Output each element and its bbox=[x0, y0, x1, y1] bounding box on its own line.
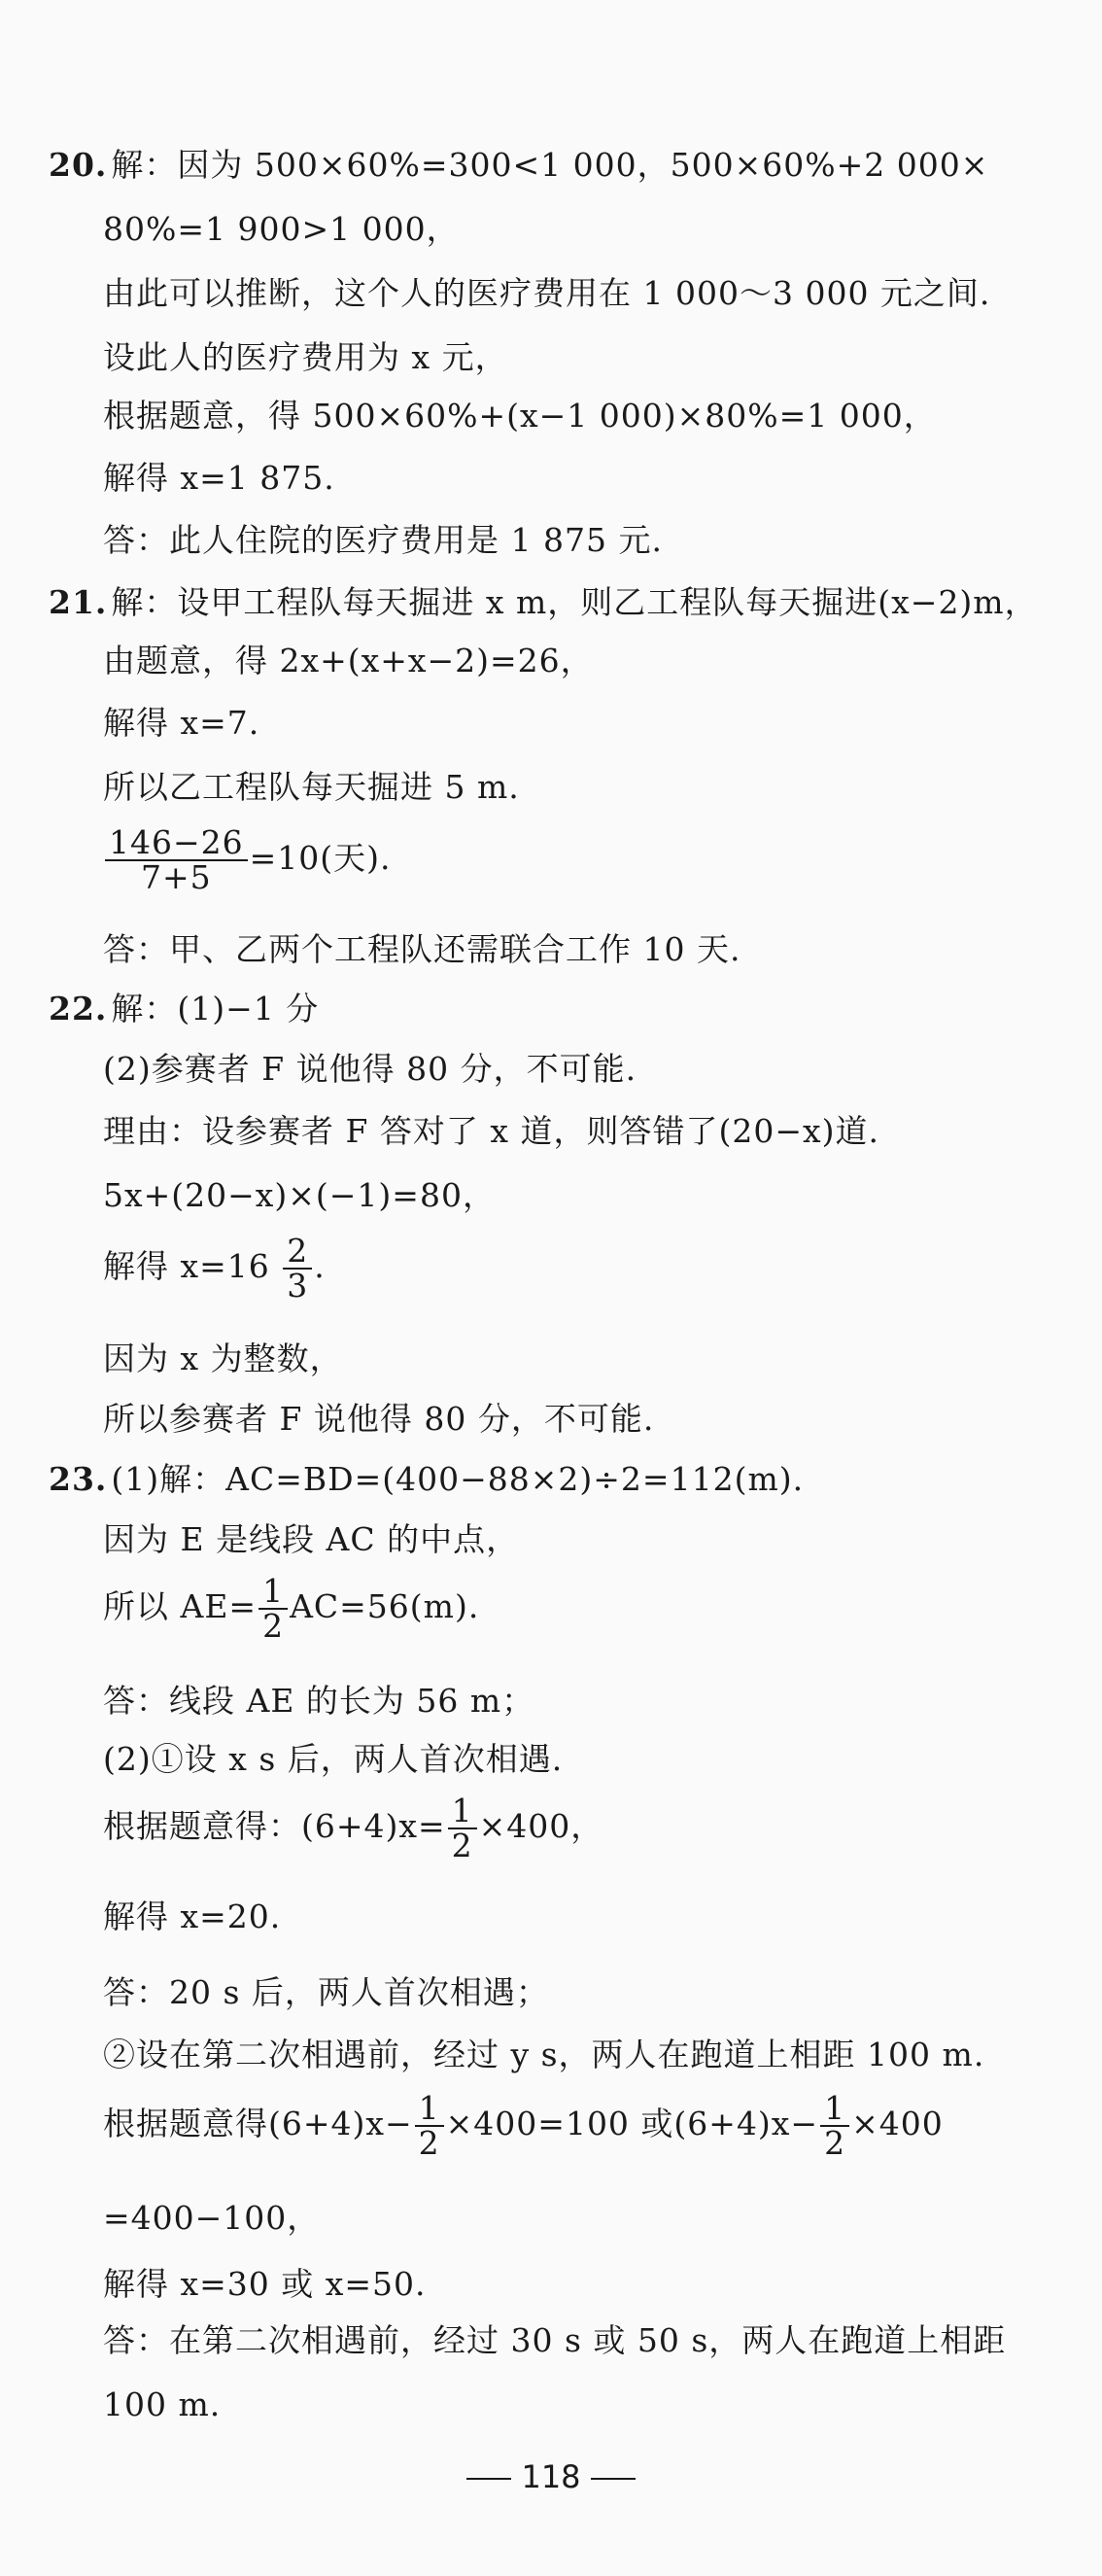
problem-23-line-10: 根据题意得(6+4)x− $\frac{1}{2}$ ×400=100 或(6+4)x− $\frac{1}{2}$ ×400 bbox=[103, 2089, 944, 2162]
fraction: $\frac{1}{2}$ bbox=[258, 1575, 288, 1643]
fraction: $\frac{1}{2}$ bbox=[820, 2092, 849, 2160]
problem-23-line-1: 23. (1)解：AC=BD=(400−88×2)÷2=112(m). bbox=[49, 1460, 805, 1498]
problem-22-line-6: 因为 x 为整数， bbox=[103, 1340, 343, 1377]
problem-23-line-13: 答：在第二次相遇前，经过 30 s 或 50 s，两人在跑道上相距 bbox=[103, 2321, 1007, 2359]
problem-22-line-1: 22. 解：(1)−1 分 bbox=[49, 990, 320, 1027]
problem-number: 22. bbox=[49, 990, 108, 1027]
problem-23-line-3: 所以 AE= $\frac{1}{2}$ AC=56(m). bbox=[103, 1572, 480, 1645]
problem-20-line-4: 设此人的医疗费用为 x 元， bbox=[103, 338, 508, 376]
problem-23-line-7: 解得 x=20. bbox=[103, 1897, 282, 1935]
problem-20-line-7: 答：此人住院的医疗费用是 1 875 元. bbox=[103, 521, 663, 559]
problem-23-line-6: 根据题意得：(6+4)x= $\frac{1}{2}$ ×400， bbox=[103, 1792, 604, 1864]
page-number: 118 bbox=[521, 2458, 581, 2495]
problem-21-line-4: 所以乙工程队每天掘进 5 m. bbox=[103, 768, 520, 806]
footer-dash-right bbox=[591, 2478, 636, 2480]
page-footer bbox=[0, 2457, 1102, 2496]
problem-21-fraction-line: $\frac{146-26}{7+5}$ =10(天). bbox=[103, 826, 392, 894]
problem-22-line-3: 理由：设参赛者 F 答对了 x 道，则答错了(20−x)道. bbox=[103, 1112, 879, 1150]
footer-dash-left bbox=[466, 2478, 511, 2480]
problem-22-line-7: 所以参赛者 F 说他得 80 分，不可能. bbox=[103, 1400, 655, 1438]
fraction: $\frac{1}{2}$ bbox=[448, 1794, 477, 1862]
problem-22-line-5: 解得 x=16 $\frac{2}{3}$ . bbox=[103, 1232, 326, 1305]
fraction: $\frac{146-26}{7+5}$ bbox=[105, 826, 248, 894]
problem-23-line-2: 因为 E 是线段 AC 的中点， bbox=[103, 1520, 520, 1558]
problem-20-line-3: 由此可以推断，这个人的医疗费用在 1 000～3 000 元之间. bbox=[103, 274, 991, 312]
problem-23-line-8: 答：20 s 后，两人首次相遇； bbox=[103, 1973, 549, 2011]
problem-number: 23. bbox=[49, 1460, 108, 1498]
problem-number: 21. bbox=[49, 583, 108, 621]
problem-20-line-5: 根据题意，得 500×60%+(x−1 000)×80%=1 000， bbox=[103, 397, 937, 435]
problem-23-line-14: 100 m. bbox=[103, 2385, 222, 2423]
problem-23-line-9: ②设在第二次相遇前，经过 y s，两人在跑道上相距 100 m. bbox=[103, 2036, 985, 2073]
problem-20-line-1: 20. 解：因为 500×60%=300<1 000，500×60%+2 000× bbox=[49, 146, 989, 184]
problem-22-line-4: 5x+(20−x)×(−1)=80， bbox=[103, 1176, 496, 1214]
fraction: $\frac{1}{2}$ bbox=[415, 2092, 444, 2160]
fraction: $\frac{2}{3}$ bbox=[283, 1235, 312, 1303]
problem-23-line-11: =400−100， bbox=[103, 2199, 321, 2237]
problem-20-line-2: 80%=1 900>1 000， bbox=[103, 210, 460, 248]
problem-21-line-2: 由题意，得 2x+(x+x−2)=26， bbox=[103, 642, 594, 679]
problem-23-line-4: 答：线段 AE 的长为 56 m； bbox=[103, 1682, 535, 1720]
problem-23-line-5: (2)①设 x s 后，两人首次相遇. bbox=[103, 1740, 564, 1778]
problem-number: 20. bbox=[49, 146, 108, 184]
problem-21-line-3: 解得 x=7. bbox=[103, 704, 260, 742]
problem-20-line-6: 解得 x=1 875. bbox=[103, 459, 335, 497]
problem-21-line-1: 21. 解：设甲工程队每天掘进 x m，则乙工程队每天掘进(x−2)m， bbox=[49, 583, 1038, 621]
problem-22-line-2: (2)参赛者 F 说他得 80 分，不可能. bbox=[103, 1050, 637, 1088]
problem-23-line-12: 解得 x=30 或 x=50. bbox=[103, 2265, 427, 2303]
problem-21-line-6: 答：甲、乙两个工程队还需联合工作 10 天. bbox=[103, 930, 741, 968]
